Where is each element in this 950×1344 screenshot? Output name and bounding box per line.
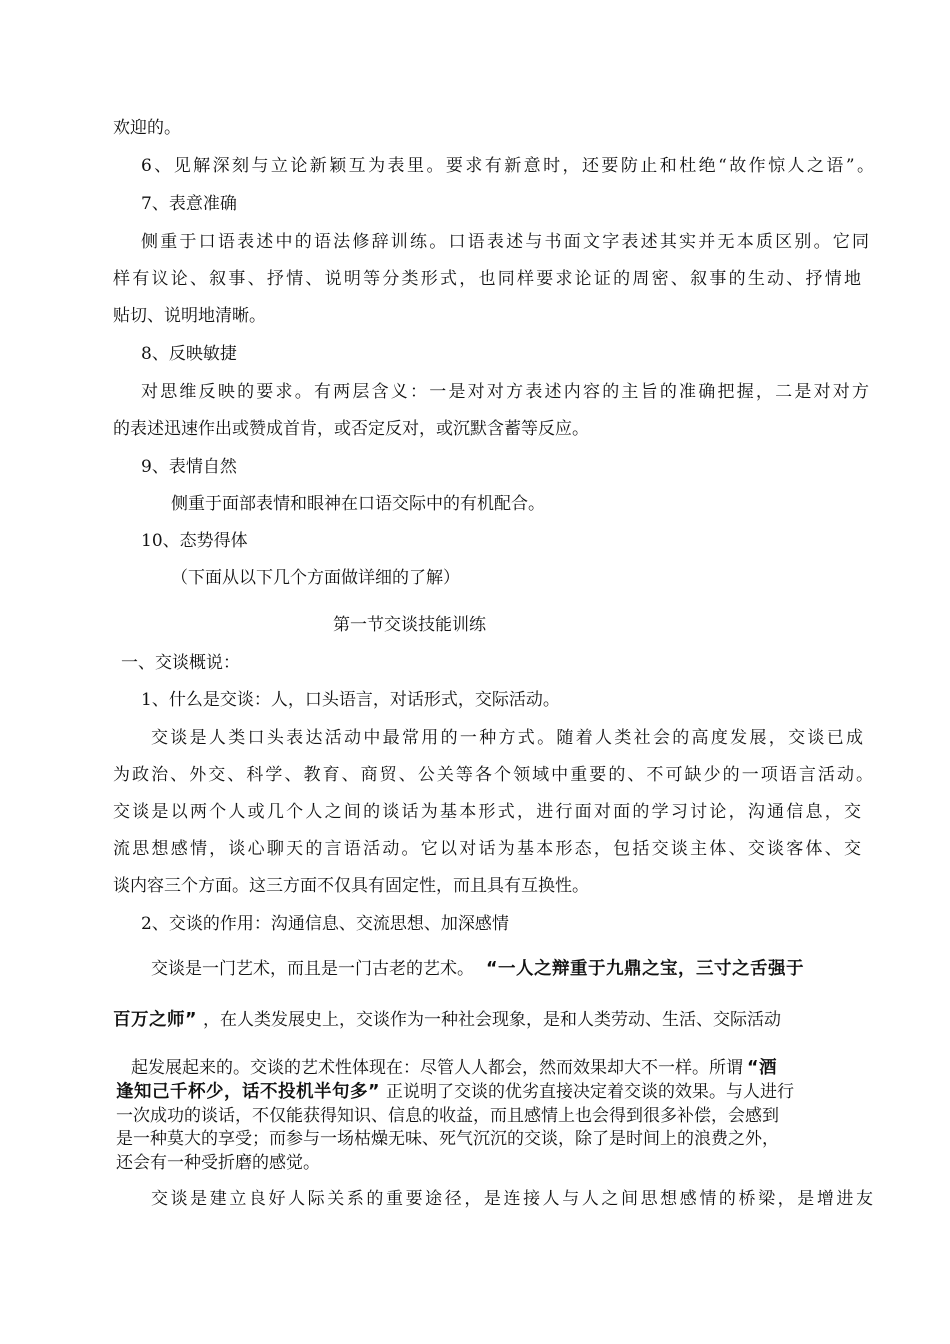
- text-line: 交谈是以两个人或几个人之间的谈话为基本形式，进行面对面的学习讨论，沟通信息，交: [113, 802, 861, 822]
- section-heading: 9、表情自然: [141, 457, 237, 477]
- section-heading: 2、交谈的作用：沟通信息、交流思想、加深感情: [141, 914, 509, 934]
- text-line: 1、什么是交谈：人，口头语言，对话形式，交际活动。: [141, 690, 560, 710]
- quotation-bold: “酒: [747, 1058, 778, 1078]
- text-run: 起发展起来的。交谈的艺术性体现在：尽管人人都会，然而效果却大不一样。所谓: [131, 1058, 743, 1078]
- text-line: 为政治、外交、科学、教育、商贸、公关等各个领域中重要的、不可缺少的一项语言活动。: [113, 765, 873, 785]
- quotation-bold: “一人之辩重于九鼎之宝，三寸之舌强于: [486, 959, 805, 979]
- text-run: 交谈是一门艺术，而且是一门古老的艺术。: [151, 959, 474, 979]
- text-line: 贴切、说明地清晰。: [113, 306, 266, 326]
- text-line: 侧重于面部表情和眼神在口语交际中的有机配合。: [171, 494, 545, 514]
- text-run: ，在人类发展史上，交谈作为一种社会现象，是和人类劳动、生活、交际活动: [203, 1010, 782, 1030]
- text-line: 侧重于口语表述中的语法修辞训练。口语表述与书面文字表述其实并无本质区别。它同: [141, 232, 869, 252]
- text-run: 正说明了交谈的优劣直接决定着交谈的效果。与人进行: [386, 1082, 795, 1102]
- text-line: 谈内容三个方面。这三方面不仅具有固定性，而且具有互换性。: [113, 876, 589, 896]
- text-line: 是一种莫大的享受；而参与一场枯燥无味、死气沉沉的交谈，除了是时间上的浪费之外，: [116, 1129, 779, 1149]
- text-line: 欢迎的。: [113, 118, 181, 138]
- quotation-bold: 百万之师”: [113, 1010, 198, 1030]
- section-heading: 8、反映敏捷: [141, 344, 237, 364]
- text-line: [113, 1009, 781, 1031]
- text-line: [116, 1082, 794, 1103]
- section-heading: 一、交谈概说：: [121, 653, 240, 673]
- quotation-bold: 逢知己千杯少，话不投机半句多”: [116, 1082, 381, 1102]
- text-line: （下面从以下几个方面做详细的了解）: [171, 568, 460, 588]
- text-line: 样有议论、叙事、抒情、说明等分类形式，也同样要求论证的周密、叙事的生动、抒情地: [113, 269, 861, 289]
- text-line: 对思维反映的要求。有两层含义：一是对对方表述内容的主旨的准确把握，二是对对方: [141, 382, 869, 402]
- text-line: 的表述迅速作出或赞成首肯，或否定反对，或沉默含蓄等反应。: [113, 419, 589, 439]
- section-heading: 7、表意准确: [141, 194, 237, 214]
- chapter-title: 第一节交谈技能训练: [333, 615, 486, 635]
- text-line: 还会有一种受折磨的感觉。: [116, 1153, 320, 1173]
- section-heading: 10、态势得体: [141, 531, 248, 551]
- text-line: 一次成功的谈话，不仅能获得知识、信息的收益，而且感情上也会得到很多补偿，会感到: [116, 1106, 779, 1126]
- text-line: 6、见解深刻与立论新颖互为表里。要求有新意时，还要防止和杜绝“故作惊人之语”。: [141, 156, 874, 176]
- text-line: 交谈是人类口头表达活动中最常用的一种方式。随着人类社会的高度发展，交谈已成: [151, 728, 863, 748]
- text-line: [131, 1058, 777, 1079]
- text-line: 流思想感情，谈心聊天的言语活动。它以对话为基本形态，包括交谈主体、交谈客体、交: [113, 839, 861, 859]
- text-line: [151, 958, 804, 980]
- text-line: 交谈是建立良好人际关系的重要途径，是连接人与人之间思想感情的桥梁，是增进友: [151, 1189, 873, 1209]
